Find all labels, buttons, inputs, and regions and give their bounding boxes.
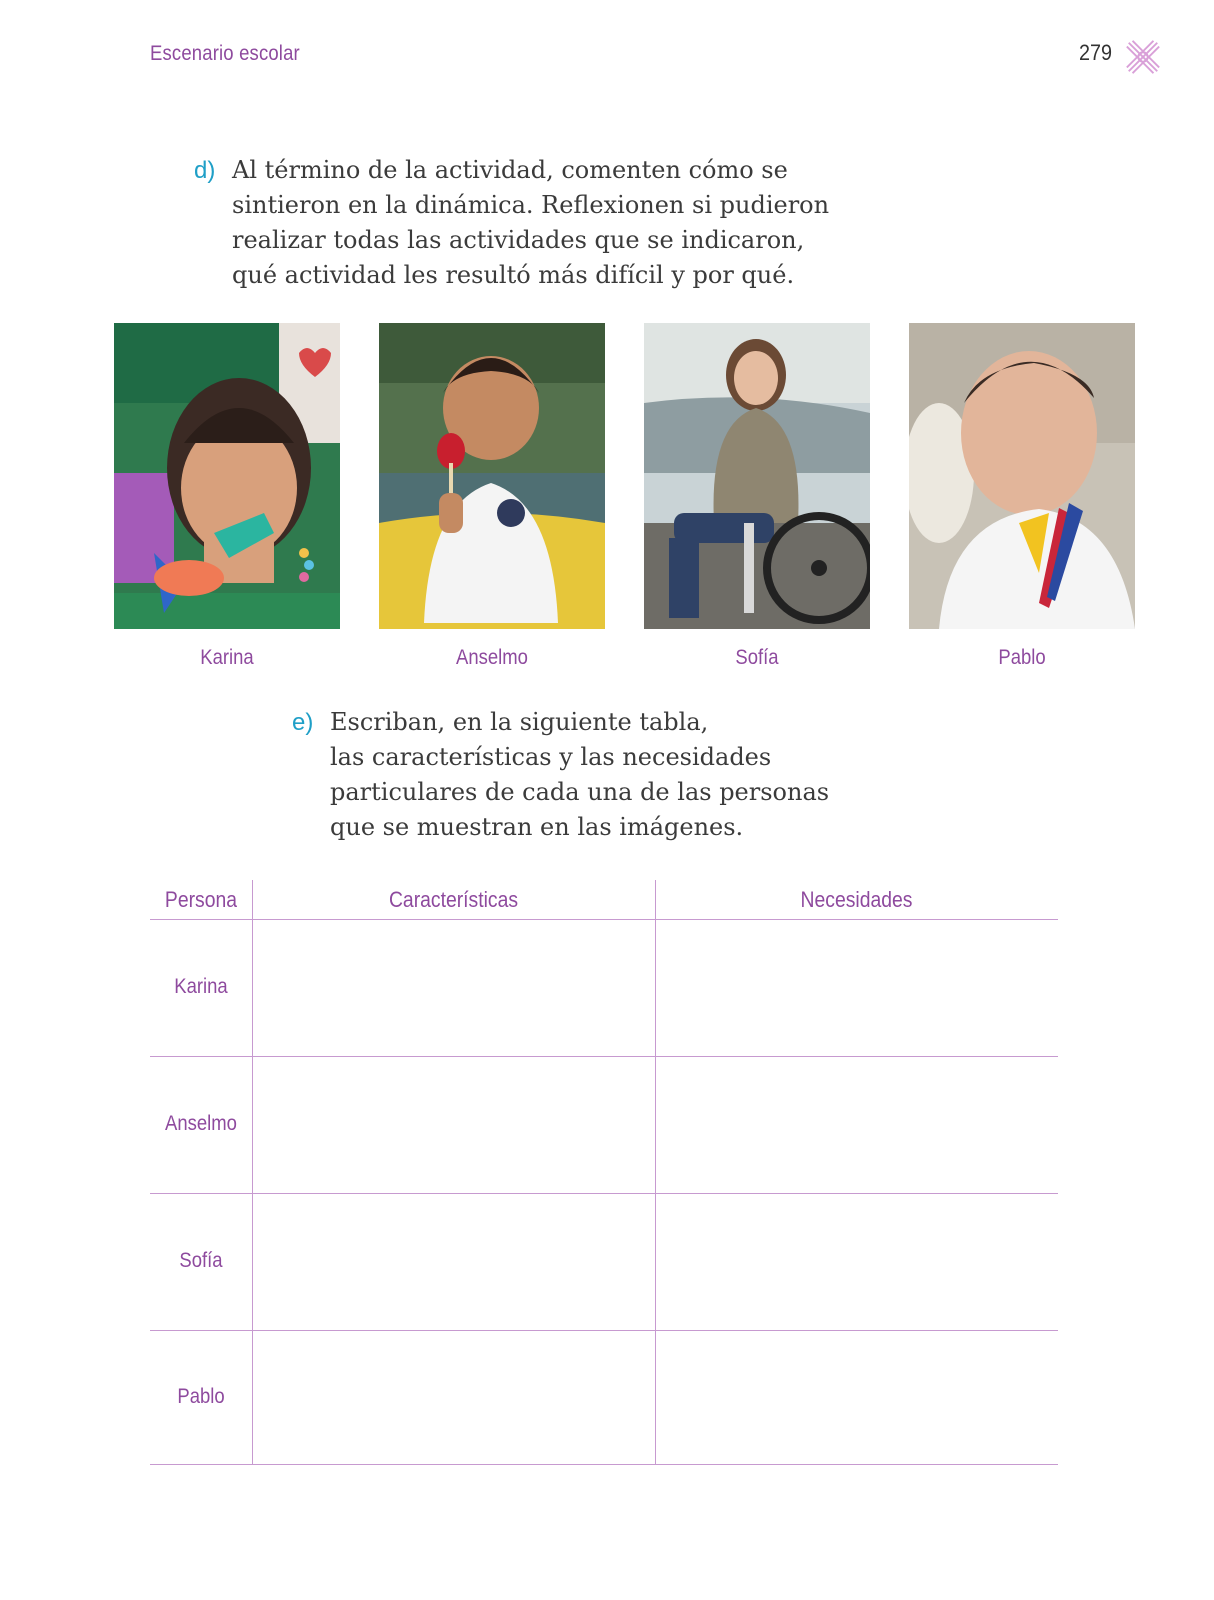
instruction-d-line: realizar todas las actividades que se indicaron, xyxy=(232,226,805,254)
table-divider xyxy=(150,1193,1058,1194)
characteristics-table xyxy=(150,880,1058,1464)
table-row-label: Anselmo xyxy=(165,1112,237,1135)
table-divider xyxy=(150,919,1058,920)
caption-sofia: Sofía xyxy=(735,646,779,669)
instruction-e xyxy=(292,705,830,845)
table-header-necesidades: Necesidades xyxy=(800,887,913,912)
table-header-persona: Persona xyxy=(164,887,238,912)
caption-pablo: Pablo xyxy=(998,646,1046,669)
instruction-d-line: qué actividad les resultó más difícil y por qué. xyxy=(232,261,795,289)
instruction-d-line: Al término de la actividad, comenten cómo se xyxy=(232,156,788,184)
instruction-e-marker: e) xyxy=(292,709,314,736)
table-row-label: Karina xyxy=(174,975,228,998)
table-header-caracteristicas: Características xyxy=(388,887,519,912)
instruction-d xyxy=(194,153,830,293)
page-number: 279 xyxy=(1079,40,1113,65)
table-row-label: Pablo xyxy=(177,1385,225,1408)
photo-karina xyxy=(114,323,340,629)
instruction-d-line: sintieron en la dinámica. Reflexionen si pudieron xyxy=(232,191,830,219)
table-row-label: Sofía xyxy=(179,1249,223,1272)
table-divider xyxy=(655,880,656,1464)
photo-pablo xyxy=(909,323,1135,629)
instruction-e-line: las características y las necesidades xyxy=(330,743,772,771)
caption-karina: Karina xyxy=(200,646,254,669)
photo-sofia xyxy=(644,323,870,629)
table-divider xyxy=(252,880,253,1464)
section-title: Escenario escolar xyxy=(150,42,300,65)
table-divider xyxy=(150,1464,1058,1465)
instruction-e-line: particulares de cada una de las personas xyxy=(330,778,830,806)
decorative-cross-icon xyxy=(1124,38,1162,76)
instruction-d-marker: d) xyxy=(194,157,216,184)
instruction-e-line: que se muestran en las imágenes. xyxy=(330,813,744,841)
table-divider xyxy=(150,1056,1058,1057)
photo-anselmo xyxy=(379,323,605,629)
caption-anselmo: Anselmo xyxy=(456,646,528,669)
table-divider xyxy=(150,1330,1058,1331)
instruction-e-line: Escriban, en la siguiente tabla, xyxy=(330,708,709,736)
